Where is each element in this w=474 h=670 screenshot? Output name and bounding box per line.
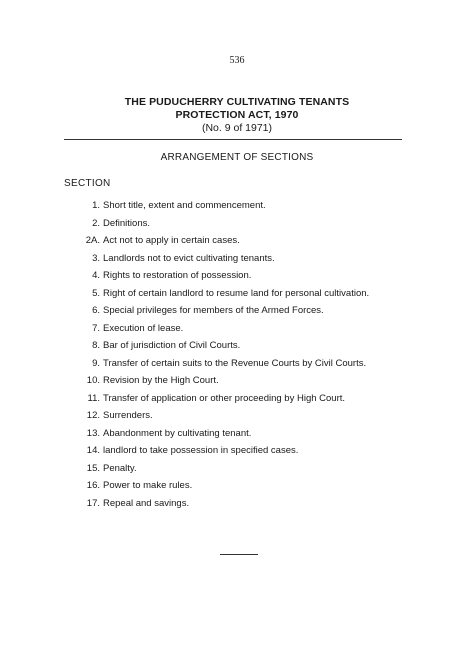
section-item: [0, 355, 474, 373]
act-number: (No. 9 of 1971): [201, 122, 273, 134]
section-number: 17.: [86, 497, 100, 509]
section-title: Right of certain landlord to resume land for personal cultivation.: [103, 287, 370, 299]
section-number: 14.: [86, 445, 100, 456]
section-number: 9.: [92, 357, 100, 369]
section-title: Bar of jurisdiction of Civil Courts.: [103, 340, 241, 351]
page-number: 536: [229, 55, 245, 66]
section-title: landlord to take possession in specified cases.: [103, 445, 299, 456]
section-number: 8.: [92, 340, 100, 351]
section-item: [0, 407, 474, 425]
section-title: Surrenders.: [103, 410, 153, 421]
section-number: 16.: [86, 480, 100, 491]
horizontal-divider: [64, 139, 402, 140]
section-title: Abandonment by cultivating tenant.: [103, 427, 252, 439]
section-item: [0, 250, 474, 268]
act-title-line-2: PROTECTION ACT, 1970: [175, 109, 299, 121]
section-number: 1.: [92, 200, 100, 211]
section-item: [0, 442, 474, 460]
section-item: [0, 372, 474, 390]
section-item: [0, 495, 474, 513]
act-title-block: [0, 96, 474, 135]
section-item: [0, 425, 474, 443]
section-title: Transfer of certain suits to the Revenue Courts by Civil Courts.: [103, 357, 367, 369]
section-number: 2A.: [85, 235, 100, 246]
section-number: 11.: [87, 392, 100, 404]
section-title: Transfer of application or other proceeding by High Court.: [103, 392, 346, 404]
section-number: 13.: [86, 427, 100, 439]
section-item: [0, 477, 474, 495]
section-item: [0, 460, 474, 478]
section-title: Penalty.: [103, 462, 137, 474]
section-number: 12.: [86, 410, 100, 421]
section-number: 15.: [86, 462, 100, 474]
section-title: Power to make rules.: [103, 480, 193, 491]
section-number: 7.: [92, 322, 100, 334]
section-title: Repeal and savings.: [103, 497, 190, 509]
section-item: [0, 320, 474, 338]
arrangement-heading: ARRANGEMENT OF SECTIONS: [160, 152, 314, 163]
section-number: 4.: [92, 270, 100, 281]
section-item: [0, 302, 474, 320]
section-number: 2.: [92, 217, 100, 229]
section-item: [0, 390, 474, 408]
sections-list: [0, 197, 474, 512]
section-item: [0, 267, 474, 285]
end-rule: [220, 554, 258, 555]
section-item: [0, 337, 474, 355]
section-number: 6.: [92, 305, 100, 316]
section-title: Rights to restoration of possession.: [103, 270, 252, 281]
section-number: 10.: [86, 375, 100, 386]
act-title-line-1: THE PUDUCHERRY CULTIVATING TENANTS: [124, 96, 350, 108]
section-title: Short title, extent and commencement.: [103, 200, 266, 211]
section-item: [0, 215, 474, 233]
section-title: Definitions.: [103, 217, 150, 229]
section-title: Act not to apply in certain cases.: [103, 235, 240, 246]
section-title: Revision by the High Court.: [103, 375, 219, 386]
section-title: Execution of lease.: [103, 322, 184, 334]
section-title: Special privileges for members of the Armed Forces.: [103, 305, 324, 316]
section-item: [0, 285, 474, 303]
section-number: 3.: [92, 252, 100, 264]
section-item: [0, 197, 474, 215]
section-column-label: SECTION: [64, 178, 111, 189]
section-title: Landlords not to evict cultivating tenants.: [103, 252, 275, 264]
section-item: [0, 232, 474, 250]
section-number: 5.: [92, 287, 100, 299]
